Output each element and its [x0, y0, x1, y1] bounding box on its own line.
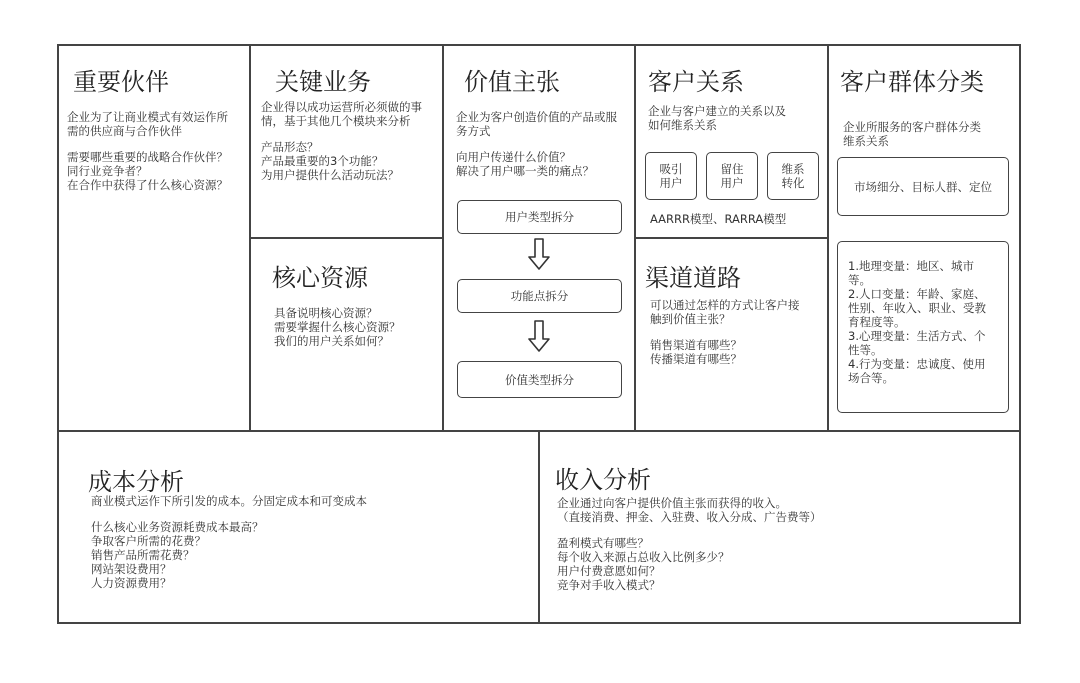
- relationships-desc-line: 企业与客户建立的关系以及: [648, 104, 786, 118]
- value-step-box: 用户类型拆分: [457, 200, 622, 234]
- relationship-box-line: 吸引: [659, 162, 683, 176]
- segments-desc-line: 维系关系: [843, 134, 889, 148]
- resources-question: 我们的用户关系如何？: [274, 334, 389, 348]
- activities-title: 关键业务: [275, 68, 371, 96]
- channels-title: 渠道道路: [645, 264, 741, 292]
- channels-text: [650, 298, 826, 366]
- value-text: [456, 110, 634, 178]
- activities-desc-line: 情，基于其他几个模块来分析: [261, 114, 411, 128]
- divider: [57, 430, 1021, 432]
- segments-variable-line: 3.心理变量：生活方式、个: [848, 329, 986, 343]
- partners-text: [67, 110, 247, 192]
- partners-desc-line: 需的供应商与合作伙伴: [67, 124, 182, 138]
- segments-desc-line: 企业所服务的客户群体分类: [843, 120, 981, 134]
- partners-title: 重要伙伴: [73, 68, 169, 96]
- revenue-question: 每个收入来源占总收入比例多少？: [557, 550, 730, 564]
- cost-question: 销售产品所需花费？: [91, 548, 195, 562]
- resources-question: 需要掌握什么核心资源？: [274, 320, 401, 334]
- segments-box: 市场细分、目标人群、定位: [837, 157, 1009, 216]
- segments-variable-line: 性等。: [848, 343, 883, 357]
- relationship-box-line: 转化: [781, 176, 805, 190]
- partners-desc-line: 企业为了让商业模式有效运作所: [67, 110, 228, 124]
- cost-question: 争取客户所需的花费？: [91, 534, 206, 548]
- resources-title: 核心资源: [272, 264, 368, 292]
- partners-question: 需要哪些重要的战略合作伙伴？: [67, 150, 228, 164]
- partners-question: 在合作中获得了什么核心资源？: [67, 178, 228, 192]
- value-desc-line: 务方式: [456, 124, 491, 138]
- segments-text: [843, 120, 1019, 148]
- resources-text: [274, 306, 439, 348]
- activities-question: 为用户提供什么活动玩法？: [261, 168, 399, 182]
- relationships-title: 客户关系: [648, 68, 744, 96]
- segments-variable-line: 性别、年收入、职业、受教: [848, 301, 986, 315]
- revenue-desc-line: （直接消费、押金、入驻费、收入分成、广告费等）: [557, 510, 822, 524]
- value-step-box: 价值类型拆分: [457, 361, 622, 398]
- revenue-question: 竞争对手收入模式？: [557, 578, 661, 592]
- segments-variable-line: 2.人口变量：年龄、家庭、: [848, 287, 986, 301]
- revenue-question: 盈利模式有哪些？: [557, 536, 649, 550]
- relationships-desc-line: 如何维系关系: [648, 118, 717, 132]
- down-arrow-icon: [527, 238, 551, 270]
- relationship-box: [767, 152, 819, 200]
- channels-question: 传播渠道有哪些？: [650, 352, 742, 366]
- channels-question: 销售渠道有哪些？: [650, 338, 742, 352]
- relationship-box-line: 用户: [720, 176, 744, 190]
- value-step-box: 功能点拆分: [457, 279, 622, 313]
- activities-question: 产品形态？: [261, 140, 319, 154]
- cost-text: [91, 494, 531, 590]
- partners-question: 同行业竞争者？: [67, 164, 148, 178]
- segments-variable-line: 1.地理变量：地区、城市: [848, 259, 974, 273]
- activities-question: 产品最重要的3个功能？: [261, 154, 384, 168]
- value-question: 向用户传递什么价值？: [456, 150, 571, 164]
- relationships-text: [648, 104, 826, 132]
- activities-desc-line: 企业得以成功运营所必须做的事: [261, 100, 422, 114]
- channels-desc-line: 可以通过怎样的方式让客户接: [650, 298, 800, 312]
- segments-variable-line: 场合等。: [848, 371, 894, 385]
- revenue-text: [557, 496, 1017, 592]
- relationship-models: AARRR模型、RARRA模型: [650, 212, 787, 226]
- relationship-box: [645, 152, 697, 200]
- divider: [249, 237, 443, 239]
- cost-desc: 商业模式运作下所引发的成本。分固定成本和可变成本: [91, 494, 367, 508]
- revenue-title: 收入分析: [555, 466, 651, 494]
- divider: [538, 430, 540, 624]
- segments-title: 客户群体分类: [840, 68, 984, 96]
- cost-title: 成本分析: [88, 468, 184, 496]
- segments-variables-box: [837, 241, 1009, 413]
- resources-question: 具备说明核心资源？: [274, 306, 378, 320]
- relationship-box-line: 留住: [720, 162, 744, 176]
- segments-variable-line: 育程度等。: [848, 315, 906, 329]
- divider: [634, 237, 828, 239]
- value-title: 价值主张: [464, 68, 560, 96]
- cost-question: 网站架设费用？: [91, 562, 172, 576]
- revenue-question: 用户付费意愿如何？: [557, 564, 661, 578]
- revenue-desc-line: 企业通过向客户提供价值主张而获得的收入。: [557, 496, 787, 510]
- segments-variable-line: 等。: [848, 273, 871, 287]
- value-question: 解决了用户哪一类的痛点？: [456, 164, 594, 178]
- activities-text: [261, 100, 443, 182]
- segments-variable-line: 4.行为变量：忠诚度、使用: [848, 357, 986, 371]
- cost-question: 什么核心业务资源耗费成本最高？: [91, 520, 264, 534]
- channels-desc-line: 触到价值主张？: [650, 312, 731, 326]
- value-desc-line: 企业为客户创造价值的产品或服: [456, 110, 617, 124]
- relationship-box-line: 用户: [659, 176, 683, 190]
- relationship-box: [706, 152, 758, 200]
- down-arrow-icon: [527, 320, 551, 352]
- relationship-box-line: 维系: [781, 162, 805, 176]
- cost-question: 人力资源费用？: [91, 576, 172, 590]
